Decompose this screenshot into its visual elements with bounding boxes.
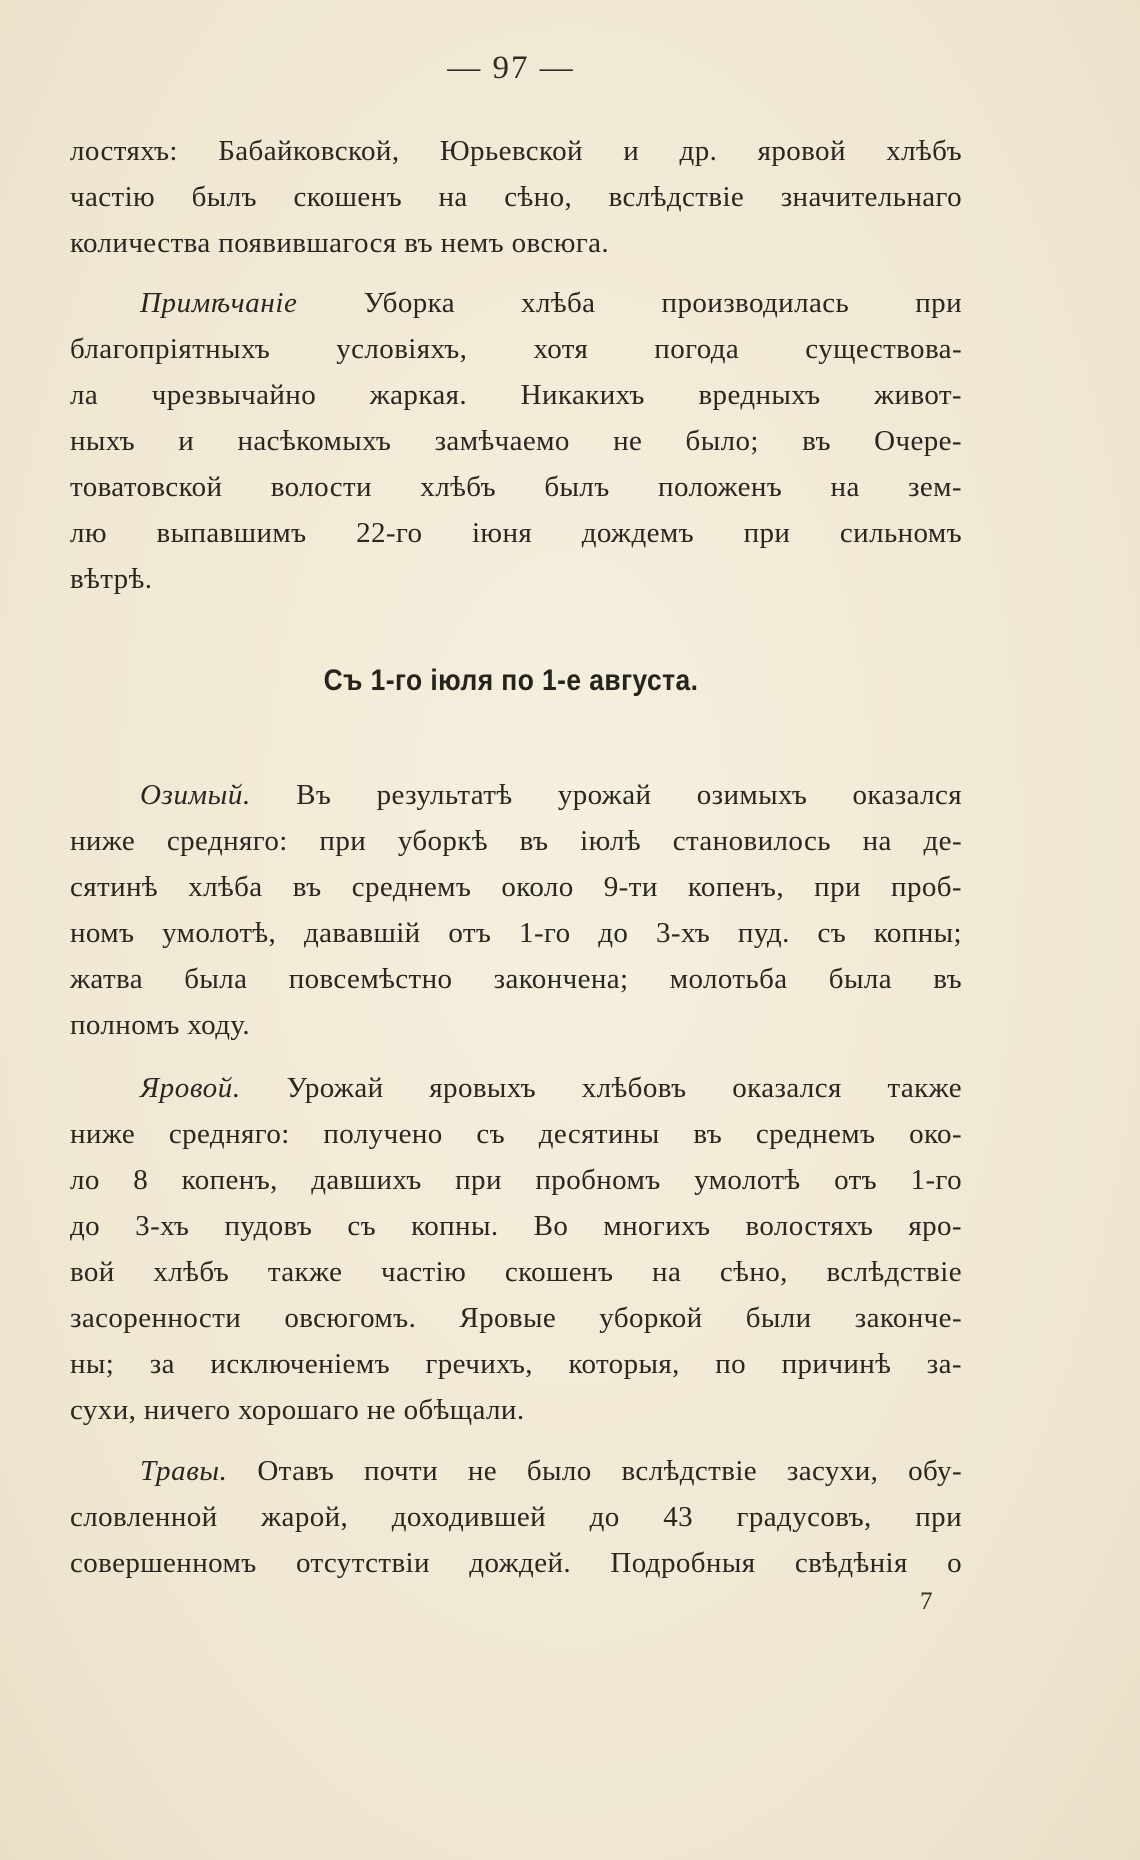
- text-line: вой хлѣбъ также частію скошенъ на сѣно, вслѣдствіе: [70, 1256, 962, 1288]
- text-line: лостяхъ: Бабайковской, Юрьевской и др. яровой хлѣбъ: [70, 135, 962, 167]
- text-fragment: Отавъ почти не было вслѣдствіе засухи, обу-: [227, 1455, 962, 1487]
- text-line: словленной жарой, доходившей до 43 градусовъ, при: [70, 1501, 962, 1533]
- text-line: [70, 280, 962, 326]
- text-line: полномъ ходу.: [70, 1009, 251, 1041]
- text-line: ло 8 копенъ, давшихъ при пробномъ умолотѣ отъ 1-го: [70, 1164, 962, 1196]
- text-line: сухи, ничего хорошаго не обѣщали.: [70, 1394, 525, 1426]
- text-line: сятинѣ хлѣба въ среднемъ около 9-ти копенъ, при проб-: [70, 871, 962, 903]
- text-line: ныхъ и насѣкомыхъ замѣчаемо не было; въ Очере-: [70, 425, 962, 457]
- text-line: товатовской волости хлѣбъ былъ положенъ на зем-: [70, 471, 962, 503]
- text-fragment: Уборка хлѣба производилась при: [297, 287, 962, 319]
- note-lead: Примѣчаніе: [140, 287, 298, 319]
- text-line: совершенномъ отсутствіи дождей. Подробныя свѣдѣнія о: [70, 1547, 962, 1579]
- text-line: ниже средняго: получено съ десятины въ среднемъ око-: [70, 1118, 962, 1150]
- text-line: благопріятныхъ условіяхъ, хотя погода существова-: [70, 333, 962, 365]
- text-fragment: Урожай яровыхъ хлѣбовъ оказался также: [240, 1072, 962, 1104]
- section-lead: Травы.: [140, 1455, 228, 1487]
- page-number: — 97 —: [447, 50, 575, 86]
- text-line: вѣтрѣ.: [70, 563, 153, 595]
- text-line: лю выпавшимъ 22-го іюня дождемъ при сильномъ: [70, 517, 962, 549]
- text-line: [70, 1448, 962, 1494]
- text-line: [70, 1065, 962, 1111]
- text-fragment: Въ результатѣ урожай озимыхъ оказался: [250, 779, 962, 811]
- section-heading: Съ 1-го іюля по 1-е августа.: [323, 664, 699, 697]
- section-yarovoy: [70, 1065, 962, 1433]
- paragraph-continuation: [70, 128, 962, 266]
- section-ozimy: [70, 772, 962, 1048]
- text-line: до 3-хъ пудовъ съ копны. Во многихъ волостяхъ яро-: [70, 1210, 962, 1242]
- text-line: ла чрезвычайно жаркая. Никакихъ вредныхъ живот-: [70, 379, 962, 411]
- text-line: засоренности овсюгомъ. Яровые уборкой были законче-: [70, 1302, 962, 1334]
- note-paragraph: [70, 280, 962, 602]
- signature-mark: 7: [920, 1588, 933, 1615]
- text-line: ны; за исключеніемъ гречихъ, которыя, по причинѣ за-: [70, 1348, 962, 1380]
- text-line: жатва была повсемѣстно закончена; молотьба была въ: [70, 963, 962, 995]
- section-lead: Яровой.: [140, 1072, 241, 1104]
- text-line: частію былъ скошенъ на сѣно, вслѣдствіе значительнаго: [70, 181, 962, 213]
- text-line: номъ умолотѣ, дававшій отъ 1-го до 3-хъ пуд. съ копны;: [70, 917, 962, 949]
- text-line: количества появившагося въ немъ овсюга.: [70, 227, 610, 259]
- text-line: ниже средняго: при уборкѣ въ іюлѣ становилось на де-: [70, 825, 962, 857]
- section-travy: [70, 1448, 962, 1586]
- text-line: [70, 772, 962, 818]
- section-lead: Озимый.: [140, 779, 251, 811]
